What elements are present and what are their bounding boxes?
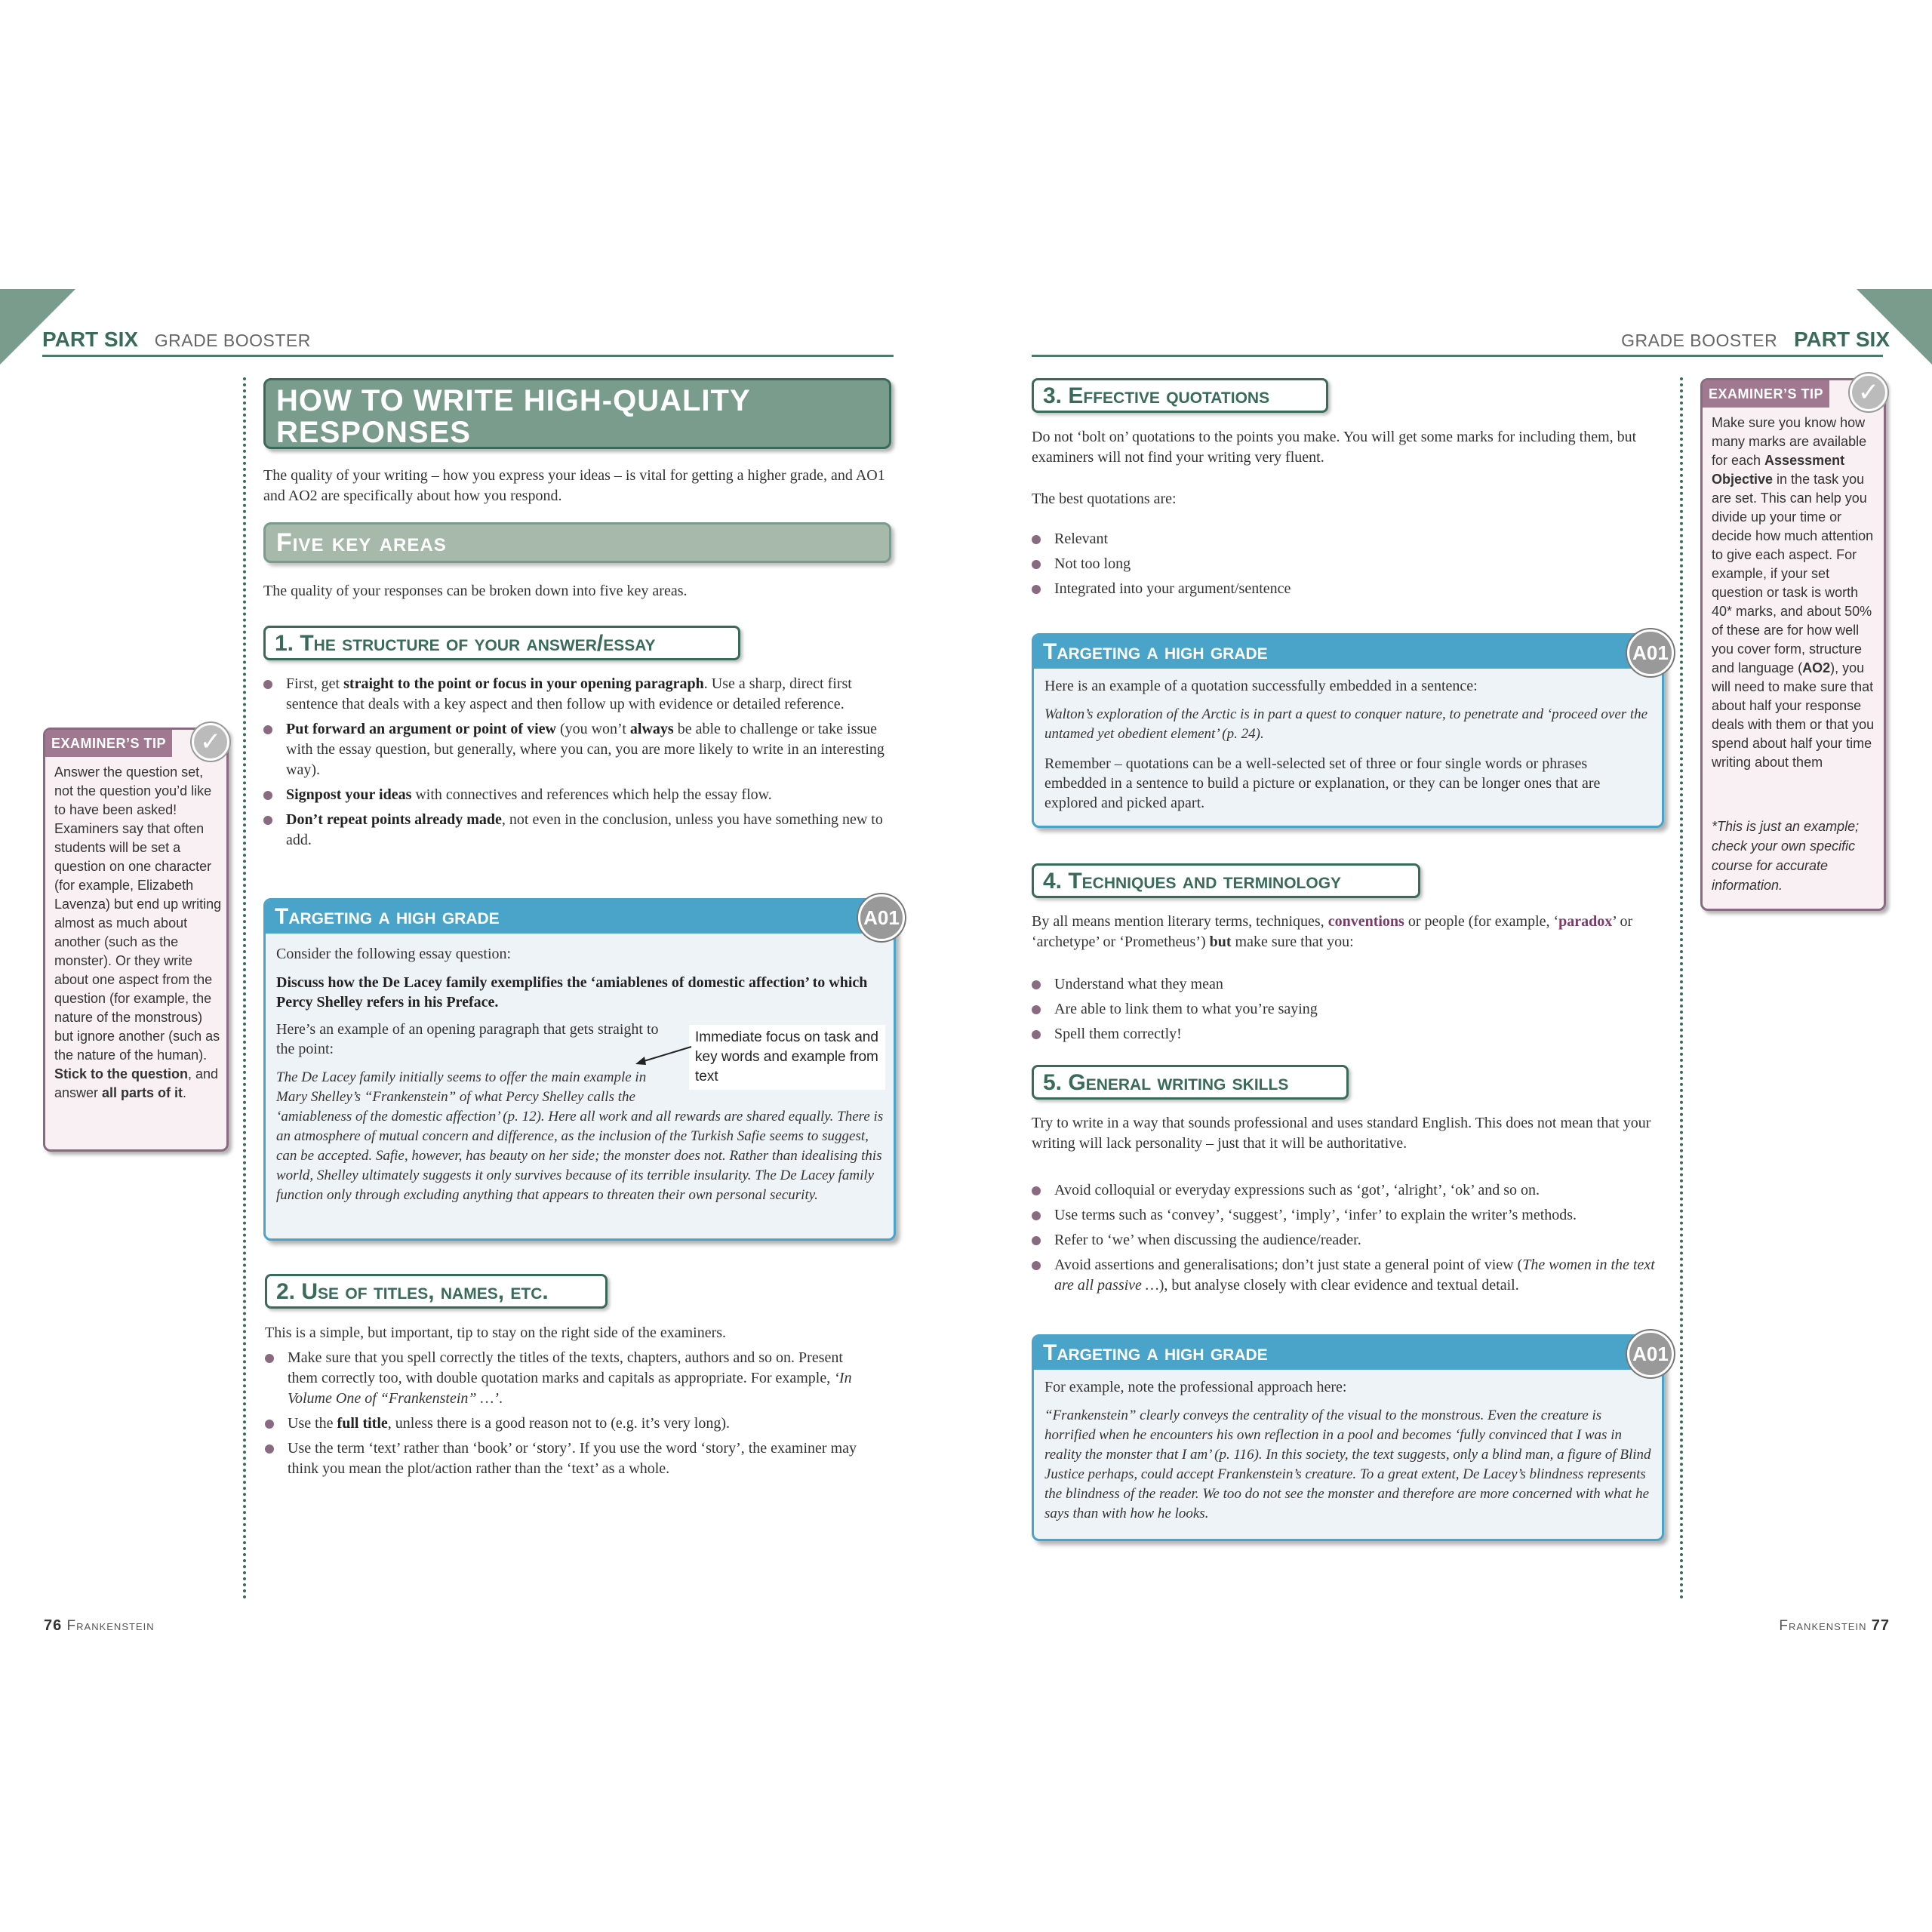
targeting-example-rest: ‘amiableness of the domestic affection’ (p. 12). Here all work and all rewards are shared equally. There is an atmosphere of mutual concern and difference, as the inclusion of the Turkish Safie seems to suggest, can be accepted. Safie, however, has beauty on her side; the monster does not. Rather than idealising this world, Shelley ultimately suggests it only survives because of its terrible insularity. The De Lacey family function only through excluding anything that appears to threaten their own personal security. xyxy=(276,1109,884,1203)
header-part-right: PART SIX xyxy=(1793,328,1890,351)
list-item: Avoid colloquial or everyday expressions such as ‘got’, ‘alright’, ‘ok’ and so on. xyxy=(1032,1180,1658,1201)
techniques-paragraph: By all means mention literary terms, techniques, conventions or people (for example, ‘paradox’ or ‘archetype’ or ‘Prometheus’) but make sure that you: xyxy=(1032,913,1633,950)
list-item: Relevant xyxy=(1032,529,1658,549)
section-title-five-key-areas: Five key areas xyxy=(263,522,891,563)
titles-intro: This is a simple, but important, tip to stay on the right side of the examiners. xyxy=(265,1324,727,1341)
heading-general-writing: 5. General writing skills xyxy=(1032,1065,1349,1100)
annotation-callout: Immediate focus on task and key words and example from text xyxy=(689,1025,885,1090)
a01-badge: A01 xyxy=(1627,629,1674,676)
list-item: Make sure that you spell correctly the titles of the texts, chapters, authors and so on. Present them correctly too, with double quotation marks and capitals as appropriate. For example, ‘In Volume One of “Frankenstein” …’. xyxy=(265,1348,876,1409)
list-item: Are able to link them to what you’re saying xyxy=(1032,999,1658,1020)
heading-titles-names: 2. Use of titles, names, etc. xyxy=(265,1274,608,1309)
examiners-tip-label: EXAMINER’S TIP xyxy=(1703,380,1829,408)
callout-arrow-icon xyxy=(632,1044,693,1066)
list-item: Signpost your ideas with connectives and references which help the essay flow. xyxy=(263,785,891,805)
examiners-tip-check-left xyxy=(192,723,229,761)
targeting-example-line-1: The De Lacey family initially seems to offer the main example in xyxy=(276,1069,647,1085)
list-item: Avoid assertions and generalisations; don’t just state a general point of view (The women in the text are all passive …), but analyse closely with clear evidence and textual detail. xyxy=(1032,1255,1658,1296)
header-section-right: GRADE BOOSTER xyxy=(1621,331,1778,350)
list-item: Don’t repeat points already made, not even in the conclusion, unless you have something new to add. xyxy=(263,810,891,851)
examiners-tip-note: *This is just an example; check your own specific course for accurate information. xyxy=(1712,819,1860,893)
targeting-question: Discuss how the De Lacey family exemplifies the ‘amiablenes of domestic affection’ to which Percy Shelley refers in his Preface. xyxy=(276,974,868,1011)
targeting-intro: For example, note the professional approach here: xyxy=(1044,1379,1347,1395)
examiners-tip-text: Answer the question set, not the question you’d like to have been asked! Examiners say that often students will be set a question on one character (for example, Elizabeth Lavenza) but end up writing almost as much about another (such as the monster). Or they write about one aspect from the question (for example, the nature of the monstrous) but ignore another (such as the nature of the human). Stick to the question, and answer all parts of it. xyxy=(54,764,222,1100)
heading-effective-quotations: 3. Effective quotations xyxy=(1032,378,1328,413)
examiners-tip-right xyxy=(1700,378,1886,911)
footer-right xyxy=(1779,1617,1890,1635)
dotted-divider-right xyxy=(1680,377,1683,1600)
footer-title-left: Frankenstein xyxy=(66,1618,155,1634)
a01-badge: A01 xyxy=(1627,1331,1674,1377)
corner-tab-right xyxy=(1857,289,1932,365)
dotted-divider-left xyxy=(243,377,246,1600)
list-item: Spell them correctly! xyxy=(1032,1024,1658,1044)
titles-bullets xyxy=(265,1348,876,1484)
quotations-bullets xyxy=(1032,529,1658,604)
targeting-example: Walton’s exploration of the Arctic is in part a quest to conquer nature, to penetrate and ‘proceed over the untamed yet obedient element’ (p. 24). xyxy=(1044,706,1648,742)
targeting-remember: Remember – quotations can be a well-selected set of three or four single words or phrases embedded in a sentence to build a picture or explanation, or they can be longer ones that are explored and picked apart. xyxy=(1044,755,1601,811)
header-part-left: PART SIX xyxy=(42,328,139,351)
header-rule-right xyxy=(1032,355,1883,357)
techniques-bullets xyxy=(1032,974,1658,1049)
header-right xyxy=(1621,328,1890,352)
footer-left xyxy=(44,1617,155,1635)
corner-tab-left xyxy=(0,289,75,365)
targeting-example-line-2: Mary Shelley’s “Frankenstein” of what Percy Shelley calls the xyxy=(276,1089,635,1105)
targeting-box-title: Targeting a high grade xyxy=(1034,635,1662,669)
quotations-paragraph: Do not ‘bolt on’ quotations to the points you make. You will get some marks for including them, but examiners will not find your writing very fluent. xyxy=(1032,429,1637,466)
intro-paragraph: The quality of your writing – how you express your ideas – is vital for getting a higher grade, and AO1 and AO2 are specifically about how you respond. xyxy=(263,467,885,504)
heading-techniques: 4. Techniques and terminology xyxy=(1032,863,1420,898)
structure-bullets xyxy=(263,674,891,855)
page-title: HOW TO WRITE HIGH-QUALITY RESPONSES xyxy=(263,378,891,449)
targeting-box-title: Targeting a high grade xyxy=(266,900,894,934)
list-item: Integrated into your argument/sentence xyxy=(1032,579,1658,599)
targeting-box-title: Targeting a high grade xyxy=(1034,1337,1662,1370)
list-item: Put forward an argument or point of view (you won’t always be able to challenge or take issue with the essay question, but generally, where you can, you are more likely to write in an interesting way). xyxy=(263,719,891,780)
writing-bullets xyxy=(1032,1180,1658,1300)
examiners-tip-check-right xyxy=(1850,374,1887,411)
targeting-consider: Consider the following essay question: xyxy=(276,946,512,962)
header-rule-left xyxy=(42,355,894,357)
writing-paragraph: Try to write in a way that sounds professional and uses standard English. This does not mean that your writing will lack personality – just that it will be authoritative. xyxy=(1032,1115,1651,1152)
header-section-left: GRADE BOOSTER xyxy=(154,331,311,350)
checkmark-icon: ✓ xyxy=(1850,374,1887,411)
examiners-tip-text: Make sure you know how many marks are available for each Assessment Objective in the task you are set. This can help you divide up your time or decide how much attention to give each aspect. For example, if your set question or task is worth 40* marks, and about 50% of these are for how well you cover form, structure and language (AO2), you will need to make sure that about half your response deals with them or that you spend about half your time writing about them xyxy=(1712,415,1875,770)
targeting-intro: Here is an example of a quotation successfully embedded in a sentence: xyxy=(1044,678,1478,694)
heading-structure: 1. The structure of your answer/essay xyxy=(263,626,740,660)
targeting-example: “Frankenstein” clearly conveys the centrality of the visual to the monstrous. Even the creature is horrified when he encounters his own reflection in a pool and becomes ‘fully convinced that I was in reality the monster that I am’ (p. 116). In this society, the text suggests, only a blind man, a figure of Blind Justice perhaps, could accept Frankenstein’s creature. To a great extent, De Lacey’s blindness represents the blindness of the reader. We too do not see the monster and therefore are more concerned with what he says than with how he looks. xyxy=(1044,1407,1651,1521)
targeting-box-2 xyxy=(1032,633,1664,828)
targeting-example-intro: Here’s an example of an opening paragraph that gets straight to the point: xyxy=(276,1021,659,1057)
header-left xyxy=(42,328,311,352)
examiners-tip-left xyxy=(43,728,229,1152)
list-item: Not too long xyxy=(1032,554,1658,574)
list-item: Understand what they mean xyxy=(1032,974,1658,995)
examiners-tip-label: EXAMINER’S TIP xyxy=(45,730,172,757)
list-item: Use terms such as ‘convey’, ‘suggest’, ‘imply’, ‘infer’ to explain the writer’s methods. xyxy=(1032,1205,1658,1226)
list-item: First, get straight to the point or focus in your opening paragraph. Use a sharp, direct first sentence that deals with a key aspect and then follow up with evidence or detailed reference. xyxy=(263,674,891,715)
list-item: Use the term ‘text’ rather than ‘book’ or ‘story’. If you use the word ‘story’, the examiner may think you mean the plot/action rather than the ‘text’ as a whole. xyxy=(265,1438,876,1479)
page-number-left: 76 xyxy=(44,1617,63,1634)
footer-title-right: Frankenstein xyxy=(1779,1618,1867,1634)
quotations-best-intro: The best quotations are: xyxy=(1032,491,1177,507)
checkmark-icon: ✓ xyxy=(192,723,229,761)
targeting-box-3 xyxy=(1032,1334,1664,1541)
a01-badge: A01 xyxy=(858,894,905,941)
list-item: Use the full title, unless there is a good reason not to (e.g. it’s very long). xyxy=(265,1414,876,1434)
page-number-right: 77 xyxy=(1871,1617,1890,1634)
five-key-areas-intro: The quality of your responses can be broken down into five key areas. xyxy=(263,583,688,599)
list-item: Refer to ‘we’ when discussing the audience/reader. xyxy=(1032,1230,1658,1251)
